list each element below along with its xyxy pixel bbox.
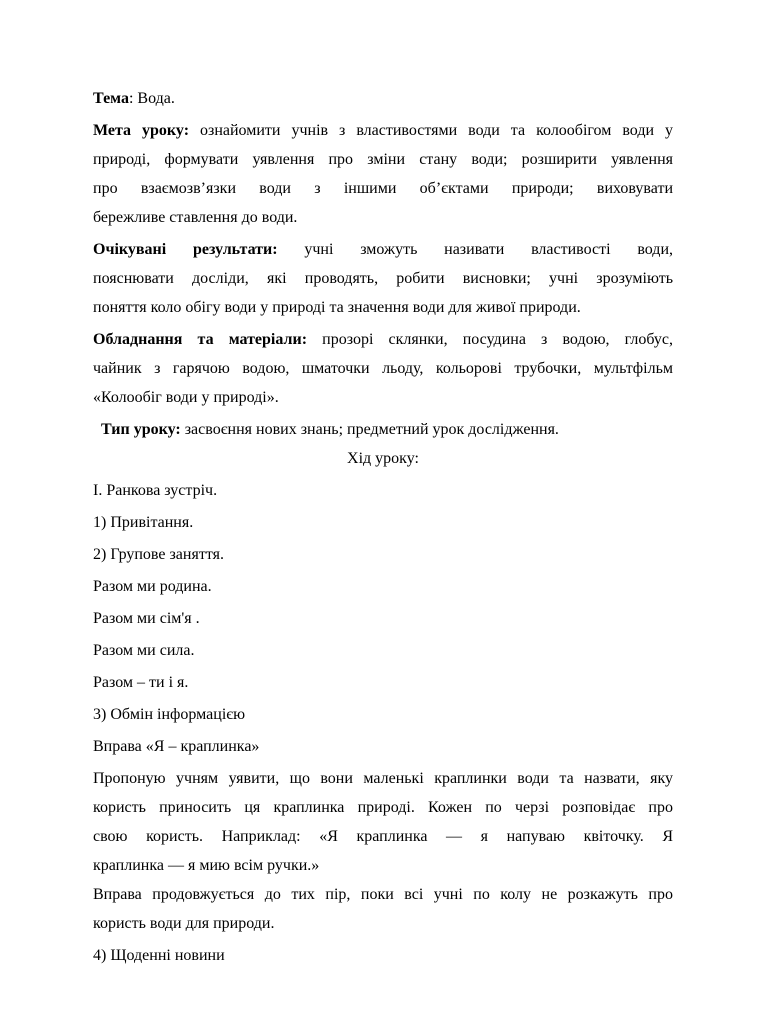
expected-text-1: учні зможуть називати властивості води, (277, 241, 674, 258)
list-item: 2) Групове заняття. (93, 546, 224, 563)
list-item: 3) Обмін інформацією (93, 706, 246, 723)
lesson-type-text: засвоєння нових знань; предметний урок дослідження. (180, 421, 559, 438)
expected-line-3: поняття коло обігу води у природі та значення води для живої природи. (93, 299, 581, 316)
lesson-type-label: Тип уроку: (101, 421, 181, 438)
expected-paragraph (93, 235, 673, 322)
expected-line-2: пояснювати досліди, які проводять, робити висновки; учні зрозуміють (93, 270, 673, 287)
expected-label: Очікувані результати: (93, 241, 278, 258)
list-item: Вправа «Я – краплинка» (93, 738, 260, 755)
equipment-label: Обладнання та матеріали: (93, 331, 308, 348)
equipment-paragraph (93, 325, 673, 412)
goal-line-1 (93, 116, 673, 145)
equipment-line-1 (93, 325, 673, 354)
list-item: І. Ранкова зустріч. (93, 482, 218, 499)
goal-paragraph (93, 116, 673, 232)
list-item: Разом ми сила. (93, 642, 195, 659)
goal-line-2: природі, формувати уявлення про зміни стану води; розширити уявлення (93, 151, 673, 168)
list-item: Разом ми сім'я . (93, 610, 200, 627)
continuation-paragraph (93, 880, 673, 938)
topic-line (93, 84, 673, 113)
goal-text-1: ознайомити учнів з властивостями води та колообігом води у (189, 122, 673, 139)
expected-line-1 (93, 235, 673, 264)
continuation-line-1: Вправа продовжується до тих пір, поки всі учні по колу не розкажуть про (93, 886, 673, 903)
list-item: 1) Привітання. (93, 514, 194, 531)
exercise-line-4: краплинка — я мию всім ручки.» (93, 857, 320, 874)
topic-text: : Вода. (128, 90, 175, 107)
goal-line-4: бережливе ставлення до води. (93, 209, 298, 226)
list-item-last: 4) Щоденні новини (93, 947, 225, 964)
continuation-line-2: користь води для природи. (93, 915, 275, 932)
goal-label: Мета уроку: (93, 122, 190, 139)
goal-line-3: про взаємозв’язки води з іншими об’єктами природи; виховувати (93, 180, 673, 197)
exercise-line-3: свою користь. Наприклад: «Я краплинка — я напуваю квіточку. Я (93, 828, 673, 845)
equipment-line-3: «Колообіг води у природі». (93, 389, 279, 406)
course-heading: Хід уроку: (347, 450, 419, 467)
exercise-line-1: Пропоную учням уявити, що вони маленькі краплинки води та назвати, яку (93, 770, 673, 787)
exercise-paragraph (93, 764, 673, 880)
list-item: Разом ми родина. (93, 578, 212, 595)
exercise-line-2: користь приносить ця краплинка природі. Кожен по черзі розповідає про (93, 799, 673, 816)
document-body (93, 84, 673, 970)
equipment-text-1: прозорі склянки, посудина з водою, глобус, (307, 331, 674, 348)
lesson-type-line (93, 415, 673, 444)
equipment-line-2: чайник з гарячою водою, шматочки льоду, кольорові трубочки, мультфільм (93, 360, 673, 377)
list-item: Разом – ти і я. (93, 674, 189, 691)
topic-label: Тема (93, 90, 129, 107)
